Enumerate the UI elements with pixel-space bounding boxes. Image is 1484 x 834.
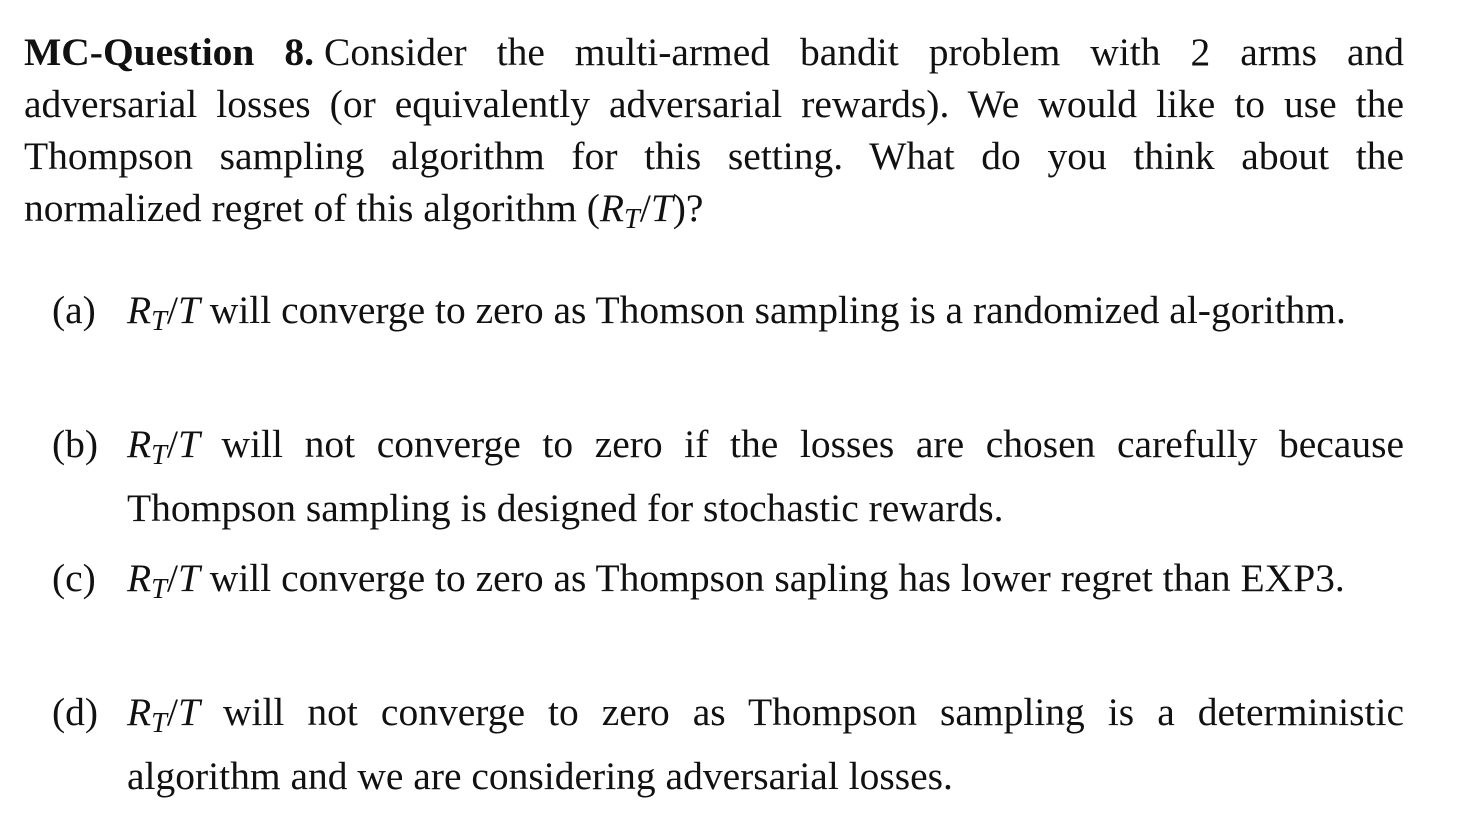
math-slash: / <box>639 186 651 230</box>
regret-expression <box>599 186 673 236</box>
math-subscript-t: T <box>151 440 167 472</box>
option-d[interactable] <box>52 686 1404 802</box>
math-r: R <box>127 690 152 734</box>
math-subscript-t: T <box>624 204 640 236</box>
option-c-math <box>127 556 200 606</box>
option-a[interactable] <box>52 284 1404 348</box>
math-t: T <box>650 186 673 230</box>
math-subscript-t: T <box>151 306 167 338</box>
question-text: Consider the multi-armed bandit problem with 2 arms and adversarial losses (or equivalently adversarial rewards). We would like to use the Thompson sampling algorithm for this setting. What do you think about the normalized regret of this algorithm ( <box>24 30 1404 230</box>
option-a-body: will converge to zero as Thomson sampling is a randomized al-gorithm. <box>199 288 1346 332</box>
option-b-text <box>127 418 1404 534</box>
math-t: T <box>177 288 200 332</box>
option-a-text <box>127 284 1404 348</box>
option-d-body: will not converge to zero as Thompson sampling is a deterministic algorithm and we are considering adversarial losses. <box>127 690 1404 799</box>
option-c-text <box>127 552 1404 616</box>
math-slash: / <box>166 690 178 734</box>
option-d-text <box>127 686 1404 802</box>
math-r: R <box>127 556 152 600</box>
math-slash: / <box>166 422 178 466</box>
option-b-label: (b) <box>52 422 99 466</box>
option-d-math <box>127 690 200 740</box>
option-b-math <box>127 422 200 472</box>
option-c[interactable] <box>52 552 1404 616</box>
math-r: R <box>127 288 152 332</box>
math-slash: / <box>166 556 178 600</box>
math-t: T <box>177 556 200 600</box>
option-a-math <box>127 288 200 338</box>
math-subscript-t: T <box>151 574 167 606</box>
math-slash: / <box>166 288 178 332</box>
question-label: MC-Question 8. <box>24 30 314 74</box>
math-r: R <box>599 186 624 230</box>
question-paragraph <box>24 26 1404 246</box>
question-text-end: )? <box>672 186 704 230</box>
option-c-body: will converge to zero as Thompson sapling has lower regret than EXP3. <box>199 556 1345 600</box>
option-d-label: (d) <box>52 690 99 734</box>
option-c-label: (c) <box>52 556 96 600</box>
option-b[interactable] <box>52 418 1404 534</box>
math-subscript-t: T <box>151 708 167 740</box>
math-t: T <box>177 690 200 734</box>
option-a-label: (a) <box>52 288 96 332</box>
option-b-body: will not converge to zero if the losses are chosen carefully because Thompson sampling is designed for stochastic rewards. <box>127 422 1404 531</box>
math-r: R <box>127 422 152 466</box>
math-t: T <box>177 422 200 466</box>
